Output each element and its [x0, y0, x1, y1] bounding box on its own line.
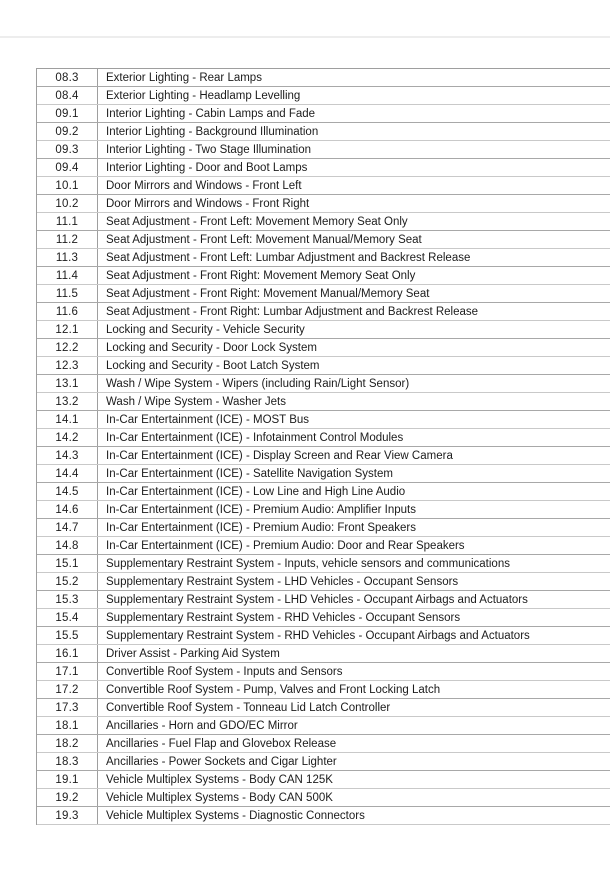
section-title: Exterior Lighting - Rear Lamps: [106, 71, 262, 84]
section-title: Driver Assist - Parking Aid System: [106, 647, 280, 660]
section-number: 11.4: [37, 267, 98, 284]
section-title: Interior Lighting - Background Illumination: [106, 125, 319, 138]
section-title: Vehicle Multiplex Systems - Body CAN 125K: [106, 773, 333, 786]
table-row: [37, 303, 610, 321]
table-row: [37, 501, 610, 519]
table-row: [37, 375, 610, 393]
section-title: In-Car Entertainment (ICE) - Infotainment Control Modules: [106, 431, 404, 444]
section-title: Wash / Wipe System - Washer Jets: [106, 395, 286, 408]
section-index-table: [36, 68, 610, 825]
table-row: [37, 627, 610, 645]
section-number: 15.2: [37, 573, 98, 590]
section-number: 15.5: [37, 627, 98, 644]
section-title: Convertible Roof System - Tonneau Lid Latch Controller: [106, 701, 391, 714]
table-row: [37, 69, 610, 87]
section-title: Supplementary Restraint System - Inputs, vehicle sensors and communications: [106, 557, 510, 570]
section-number: 14.2: [37, 429, 98, 446]
section-title: Convertible Roof System - Pump, Valves and Front Locking Latch: [106, 683, 441, 696]
table-row: [37, 285, 610, 303]
section-number: 16.1: [37, 645, 98, 662]
section-number: 14.6: [37, 501, 98, 518]
section-number: 14.7: [37, 519, 98, 536]
section-title: Seat Adjustment - Front Left: Movement Manual/Memory Seat: [106, 233, 422, 246]
table-row: [37, 609, 610, 627]
section-title: In-Car Entertainment (ICE) - Display Screen and Rear View Camera: [106, 449, 453, 462]
table-row: [37, 87, 610, 105]
table-row: [37, 663, 610, 681]
section-number: 15.1: [37, 555, 98, 572]
table-row: [37, 771, 610, 789]
section-number: 17.2: [37, 681, 98, 698]
section-title: In-Car Entertainment (ICE) - Low Line and High Line Audio: [106, 485, 406, 498]
section-number: 19.2: [37, 789, 98, 806]
section-number: 11.2: [37, 231, 98, 248]
section-number: 18.2: [37, 735, 98, 752]
section-title: Interior Lighting - Door and Boot Lamps: [106, 161, 308, 174]
table-row: [37, 735, 610, 753]
section-title: Wash / Wipe System - Wipers (including Rain/Light Sensor): [106, 377, 410, 390]
table-row: [37, 519, 610, 537]
table-row: [37, 249, 610, 267]
section-number: 12.2: [37, 339, 98, 356]
section-number: 18.3: [37, 753, 98, 770]
section-number: 13.1: [37, 375, 98, 392]
section-number: 08.4: [37, 87, 98, 104]
section-number: 09.2: [37, 123, 98, 140]
section-number: 17.3: [37, 699, 98, 716]
table-row: [37, 465, 610, 483]
section-title: Door Mirrors and Windows - Front Left: [106, 179, 302, 192]
section-title: In-Car Entertainment (ICE) - Premium Audio: Door and Rear Speakers: [106, 539, 465, 552]
table-row: [37, 537, 610, 555]
table-row: [37, 393, 610, 411]
section-number: 14.4: [37, 465, 98, 482]
table-row: [37, 213, 610, 231]
section-title: Ancillaries - Power Sockets and Cigar Lighter: [106, 755, 337, 768]
section-title: Seat Adjustment - Front Left: Lumbar Adjustment and Backrest Release: [106, 251, 471, 264]
section-number: 13.2: [37, 393, 98, 410]
section-title: Seat Adjustment - Front Right: Lumbar Adjustment and Backrest Release: [106, 305, 479, 318]
section-number: 14.3: [37, 447, 98, 464]
table-row: [37, 231, 610, 249]
table-row: [37, 159, 610, 177]
section-title: Vehicle Multiplex Systems - Body CAN 500K: [106, 791, 333, 804]
section-title: Seat Adjustment - Front Right: Movement Manual/Memory Seat: [106, 287, 430, 300]
section-number: 11.6: [37, 303, 98, 320]
section-number: 17.1: [37, 663, 98, 680]
section-number: 09.3: [37, 141, 98, 158]
section-number: 10.2: [37, 195, 98, 212]
table-row: [37, 753, 610, 771]
section-number: 08.3: [37, 69, 98, 86]
table-row: [37, 447, 610, 465]
table-row: [37, 807, 610, 825]
section-number: 09.1: [37, 105, 98, 122]
section-title: Exterior Lighting - Headlamp Levelling: [106, 89, 301, 102]
section-number: 14.8: [37, 537, 98, 554]
section-title: Seat Adjustment - Front Right: Movement Memory Seat Only: [106, 269, 416, 282]
table-row: [37, 699, 610, 717]
table-row: [37, 717, 610, 735]
table-row: [37, 195, 610, 213]
section-number: 19.1: [37, 771, 98, 788]
section-title: Locking and Security - Door Lock System: [106, 341, 317, 354]
table-row: [37, 321, 610, 339]
table-row: [37, 177, 610, 195]
table-row: [37, 123, 610, 141]
section-number: 15.3: [37, 591, 98, 608]
section-number: 10.1: [37, 177, 98, 194]
section-title: Door Mirrors and Windows - Front Right: [106, 197, 310, 210]
section-title: Ancillaries - Horn and GDO/EC Mirror: [106, 719, 298, 732]
section-number: 11.5: [37, 285, 98, 302]
table-row: [37, 339, 610, 357]
section-title: In-Car Entertainment (ICE) - Premium Audio: Front Speakers: [106, 521, 416, 534]
section-number: 11.1: [37, 213, 98, 230]
table-row: [37, 555, 610, 573]
section-title: Supplementary Restraint System - LHD Vehicles - Occupant Sensors: [106, 575, 459, 588]
table-row: [37, 573, 610, 591]
table-row: [37, 411, 610, 429]
table-row: [37, 141, 610, 159]
section-title: Interior Lighting - Two Stage Illumination: [106, 143, 311, 156]
section-number: 14.1: [37, 411, 98, 428]
section-title: In-Car Entertainment (ICE) - Satellite Navigation System: [106, 467, 393, 480]
section-number: 14.5: [37, 483, 98, 500]
section-title: Seat Adjustment - Front Left: Movement Memory Seat Only: [106, 215, 408, 228]
section-title: Supplementary Restraint System - RHD Vehicles - Occupant Sensors: [106, 611, 461, 624]
section-title: In-Car Entertainment (ICE) - Premium Audio: Amplifier Inputs: [106, 503, 416, 516]
section-title: Locking and Security - Boot Latch System: [106, 359, 320, 372]
table-row: [37, 681, 610, 699]
horizontal-rule: [0, 36, 610, 38]
section-number: 19.3: [37, 807, 98, 824]
table-row: [37, 483, 610, 501]
section-title: Vehicle Multiplex Systems - Diagnostic Connectors: [106, 809, 365, 822]
section-title: Ancillaries - Fuel Flap and Glovebox Release: [106, 737, 337, 750]
table-row: [37, 429, 610, 447]
table-row: [37, 591, 610, 609]
section-title: Interior Lighting - Cabin Lamps and Fade: [106, 107, 316, 120]
table-row: [37, 357, 610, 375]
section-title: Convertible Roof System - Inputs and Sensors: [106, 665, 343, 678]
table-row: [37, 789, 610, 807]
section-title: Supplementary Restraint System - RHD Vehicles - Occupant Airbags and Actuators: [106, 629, 530, 642]
table-row: [37, 267, 610, 285]
section-number: 18.1: [37, 717, 98, 734]
section-title: Supplementary Restraint System - LHD Vehicles - Occupant Airbags and Actuators: [106, 593, 528, 606]
section-title: In-Car Entertainment (ICE) - MOST Bus: [106, 413, 310, 426]
section-number: 12.3: [37, 357, 98, 374]
section-number: 11.3: [37, 249, 98, 266]
table-row: [37, 105, 610, 123]
section-number: 15.4: [37, 609, 98, 626]
section-title: Locking and Security - Vehicle Security: [106, 323, 305, 336]
section-number: 12.1: [37, 321, 98, 338]
table-row: [37, 645, 610, 663]
section-number: 09.4: [37, 159, 98, 176]
